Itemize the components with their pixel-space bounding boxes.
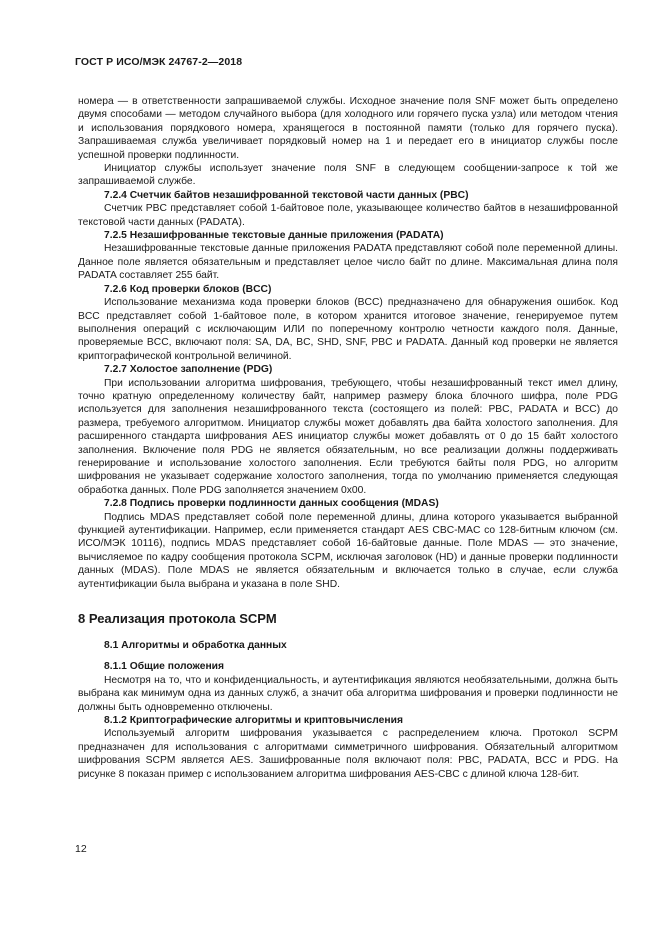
heading-8-1-2: 8.1.2 Криптографические алгоритмы и криптовычисления <box>104 715 403 727</box>
paragraph-general: Несмотря на то, что и конфиденциальность, и аутентификация являются необязательными, должна быть выбрана как минимум одна из данных служб, а значит оба алгоритма шифрования и проверки подлинности не должны быть одновременно отключены. <box>78 674 618 713</box>
heading-7-2-5: 7.2.5 Незашифрованные текстовые данные приложения (PADATA) <box>104 230 444 242</box>
heading-7-2-4: 7.2.4 Счетчик байтов незашифрованной текстовой части данных (PBC) <box>104 189 469 201</box>
document-body <box>78 95 618 781</box>
paragraph-bcc: Использование механизма кода проверки блоков (BCC) предназначено для обнаружения ошибок. Код BCC представляет собой 1-байтовое поле, в котором хранится итоговое значение, генерируемое путем выполнения операций с исключающим ИЛИ по поперечному контролю четности каждого поля. Данные, проверяемые BCC, включают поля: SA, DA, BC, SHD, SNF, PBC и PADATA. Данный код проверки не является криптографической контрольной величиной. <box>78 297 618 362</box>
paragraph-pdg: При использовании алгоритма шифрования, требующего, чтобы незашифрованный текст имел длину, точно кратную определенному количеству байт, например размеру блока блочного шифра, поле PDG используется для заполнения незашифрованного текста (состоящего из полей: PBC, PADATA и BCC) до размера, требуемого алгоритмом. Инициатор службы может добавлять два байта холостого заполнения. Для расширенного стандарта шифрования AES инициатор службы может добавлять от 0 до 15 байт холостого заполнения. Включение поля PDG не является обязательным, но все реализации должны поддерживать генерирование и использование холостого заполнения. Если требуются байты поля PDG, но алгоритм шифрования не указывает содержание холостого заполнения, тогда по умолчанию применяется следующая обработка данных. Поле PDG заполняется значением 0x00. <box>78 377 618 496</box>
paragraph-snf-usage: Инициатор службы использует значение поля SNF в следующем сообщении-запросе к той же запрашиваемой службе. <box>78 163 618 188</box>
paragraph-snf-continuation: номера — в ответственности запрашиваемой службы. Исходное значение поля SNF может быть определено двумя способами — методом случайного выбора (для холодного или горячего пуска узла) или методом чтения и использования порядкового номера, хранящегося в постоянной памяти (только для горячего пуска). Запрашиваемая служба увеличивает порядковый номер на 1 и передает его в инициатор службы после успешной проверки подлинности. <box>78 96 618 161</box>
paragraph-crypto: Используемый алгоритм шифрования указывается с распределением ключа. Протокол SCPM предназначен для использования с алгоритмами симметричного шифрования. Обязательный алгоритмом шифрования SCPM является AES. Зашифрованные поля включают поля: PBC, PADATA, BCC и PDG. На рисунке 8 показан пример с использованием алгоритма шифрования AES-CBC с длиной ключа 128-бит. <box>78 728 618 780</box>
heading-7-2-6: 7.2.6 Код проверки блоков (BCC) <box>104 283 272 295</box>
paragraph-padata: Незашифрованные текстовые данные приложения PADATA представляют собой поле переменной длины. Данное поле является обязательным и представляет целое число байт по длине. Максимальная длина поля PADATA составляет 255 байт. <box>78 243 618 282</box>
page-number: 12 <box>75 843 87 855</box>
paragraph-pbc: Счетчик PBC представляет собой 1-байтовое поле, указывающее количество байтов в незашифрованной текстовой части данных (PADATA). <box>78 203 618 228</box>
heading-8-1: 8.1 Алгоритмы и обработка данных <box>104 640 287 652</box>
paragraph-mdas: Подпись MDAS представляет собой поле переменной длины, длина которого указывается выбранной функцией аутентификации. Например, если применяется стандарт AES CBC-MAC со 128-битным ключом (см. ИСО/МЭК 10116), подпись MDAS представляет собой 16-байтовые данные. Поле MDAS — это значение, вычисляемое по кадру сообщения протокола SCPM, исключая заголовок (HD) и данные проверки подлинности данных (MDAS). Поле MDAS не является обязательным и включается только в случае, если служба аутентификации была выбрана и указана в поле SHD. <box>78 511 618 590</box>
section-heading-8: 8 Реализация протокола SCPM <box>78 611 277 627</box>
heading-7-2-7: 7.2.7 Холостое заполнение (PDG) <box>104 364 273 376</box>
document-header: ГОСТ Р ИСО/МЭК 24767-2—2018 <box>75 56 243 68</box>
heading-8-1-1: 8.1.1 Общие положения <box>104 661 224 673</box>
heading-7-2-8: 7.2.8 Подпись проверки подлинности данных сообщения (MDAS) <box>104 498 439 510</box>
